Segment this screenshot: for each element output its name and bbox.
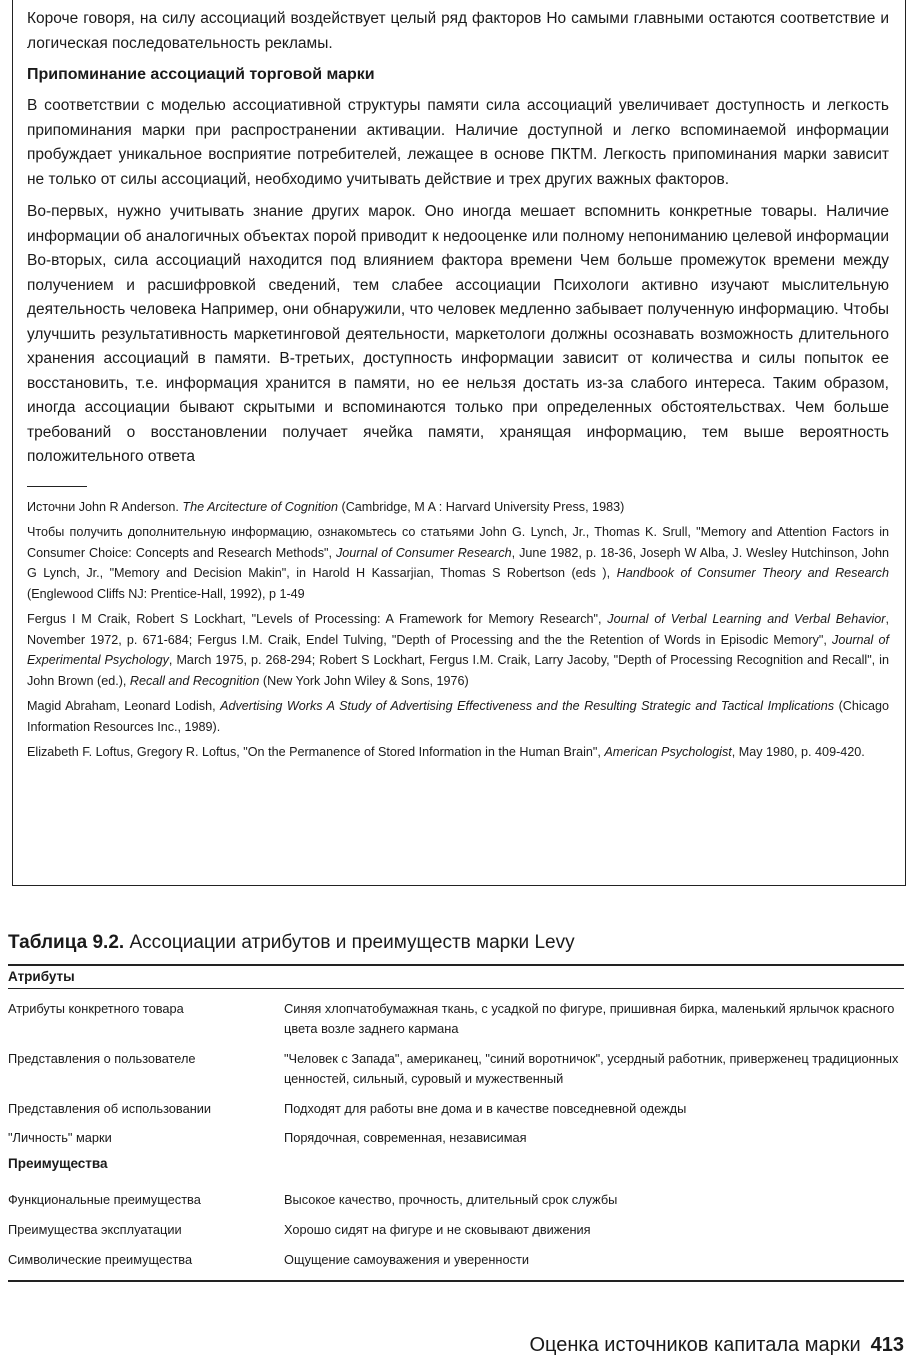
footnote-1: Источни John R Anderson. The Arcitecture of Cognition (Cambridge, M A : Harvard University Press, 1983) xyxy=(27,499,625,514)
intro-paragraph: Короче говоря, на силу ассоциаций воздействует целый ряд факторов Но самыми главными остаются соответствие и логическая последовательность рекламы. xyxy=(27,10,889,52)
section-attributes: Атрибуты xyxy=(8,966,904,989)
paragraph-factors: Во-первых, нужно учитывать знание других марок. Оно иногда мешает вспомнить конкретные товары. Наличие информации об аналогичных объектах порой приводит к недооценке или полному непониманию целевой информации Во-вторых, сила ассоциаций находится под влиянием фактора времени Чем больше промежуток времени между получением и расшифровкой сведений, тем слабее ассоциации Психологи активно изучают мыслительную деятельность человека Например, они обнаружили, что человек медленно забывает полученную информацию. Чтобы улучшить результативность маркетинговой деятельности, маркетологи должны осознавать возможность длительного хранения ассоциаций в памяти. В-третьих, доступность информации зависит от количества и силы попыток ее восстановить, т.е. информация хранится в памяти, но ее нельзя достать из-за слабого интереса. Таким образом, иногда ассоциации бывают скрытыми и вспоминаются только при определенных обстоятельствах. Чем больше требований о восстановлении получает ячейка памяти, хранящая информацию, тем выше вероятность положительного ответа xyxy=(27,203,889,465)
attribute-name: "Личность" марки xyxy=(8,1130,112,1145)
table-bottom-rule xyxy=(8,1280,904,1282)
attribute-name: Представления о пользователе xyxy=(8,1051,196,1066)
footnote-4: Magid Abraham, Leonard Lodish, Advertising Works A Study of Advertising Effectiveness and the Resulting Strategic and Tactical Implications (Chicago Information Resources Inc., 1989). xyxy=(27,699,890,734)
attribute-value: "Человек с Запада", американец, "синий воротничок", усердный работник, приверженец традиционных ценностей, сильный, суровый и мужественный xyxy=(284,1051,899,1086)
footnote-2: Чтобы получить дополнительную информацию, ознакомьтесь со статьями John G. Lynch, Jr., Thomas K. Srull, "Memory and Attention Factors in Consumer Choice: Concepts and Research Methods", Journal of Consumer Research, June 1982, p. 18-36, Joseph W Alba, J. Wesley Hutchinson, John G Lynch, Jr., "Memory and Decision Makin", in Harold H Kassarjian, Thomas S Robertson (eds ), Handbook of Consumer Theory and Research (Englewood Cliffs NJ: Prentice-Hall, 1992), p 1-49 xyxy=(27,525,889,601)
benefit-name: Функциональные преимущества xyxy=(8,1192,201,1207)
associations-table xyxy=(8,964,904,1282)
table-row xyxy=(8,1220,904,1240)
footnote-rule xyxy=(27,486,87,487)
table-row xyxy=(8,1049,904,1089)
table-row xyxy=(8,999,904,1039)
attribute-name: Представления об использовании xyxy=(8,1101,212,1116)
attribute-value: Синяя хлопчатобумажная ткань, с усадкой по фигуре, пришивная бирка, маленький ярлычок красного цвета возле заднего кармана xyxy=(284,1001,895,1036)
table-row xyxy=(8,1190,904,1210)
paragraph-recall: В соответствии с моделью ассоциативной структуры памяти сила ассоциаций увеличивает доступность и легкость припоминания марки при распространении активации. Наличие доступной и легко вспоминаемой информации пробуждает уникальное восприятие потребителей, лежащее в основе ПКТМ. Легкость припоминания марки зависит не только от силы ассоциаций, необходимо учитывать действие и трех других важных факторов. xyxy=(27,97,889,188)
sidebar-box xyxy=(12,0,906,886)
table-row xyxy=(8,1250,904,1270)
page-number: 413 xyxy=(870,1334,904,1356)
footnote-5: Elizabeth F. Loftus, Gregory R. Loftus, "On the Permanence of Stored Information in the Human Brain", American Psychologist, May 1980, p. 409-420. xyxy=(27,745,865,759)
page-footer xyxy=(529,1334,904,1357)
footnote-3: Fergus I M Craik, Robert S Lockhart, "Levels of Processing: A Framework for Memory Research", Journal of Verbal Learning and Verbal Behavior, November 1972, p. 671-684; Fergus I.M. Craik, Endel Tulving, "Depth of Processing and the the Retention of Words in Episodic Memory", Journal of Experimental Psychology, March 1975, p. 268-294; Robert S Lockhart, Fergus I.M. Craik, Larry Jacoby, "Depth of Processing Recognition and Recall", in John Brown (ed.), Recall and Recognition (New York John Wiley & Sons, 1976) xyxy=(27,612,889,688)
benefit-name: Преимущества эксплуатации xyxy=(8,1222,182,1237)
benefit-name: Символические преимущества xyxy=(8,1252,193,1267)
attribute-name: Атрибуты конкретного товара xyxy=(8,1001,184,1016)
table-row xyxy=(8,1128,904,1148)
benefit-value: Высокое качество, прочность, длительный срок службы xyxy=(284,1192,618,1207)
table-title: Таблица 9.2. Ассоциации атрибутов и преимуществ марки Levy xyxy=(8,932,575,953)
benefit-value: Ощущение самоуважения и уверенности xyxy=(284,1252,530,1267)
attribute-value: Порядочная, современная, независимая xyxy=(284,1130,527,1145)
attribute-value: Подходят для работы вне дома и в качестве повседневной одежды xyxy=(284,1101,687,1116)
running-title: Оценка источников капитала марки xyxy=(529,1334,861,1356)
benefit-value: Хорошо сидят на фигуре и не сковывают движения xyxy=(284,1222,591,1237)
section-benefits: Преимущества xyxy=(8,1156,108,1171)
table-row xyxy=(8,1099,904,1119)
box-subheading: Припоминание ассоциаций торговой марки xyxy=(27,66,375,83)
